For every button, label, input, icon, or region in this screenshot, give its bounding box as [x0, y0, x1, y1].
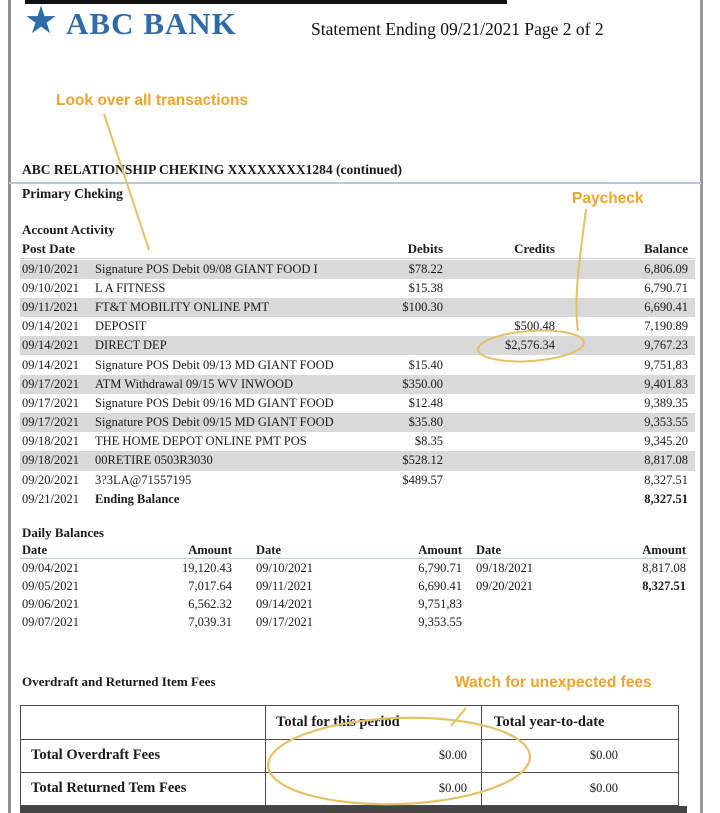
table-row-paycheck: 09/14/2021 DIRECT DEP $2,576.34 9,767.23: [20, 336, 695, 355]
db-amount-header: Amount: [188, 543, 232, 557]
table-row: 09/20/2021 3?3LA@71557195 $489.57 8,327.51: [22, 472, 688, 487]
table-row-ending-balance: 09/21/2021 Ending Balance 8,327.51: [22, 491, 688, 506]
bank-star-icon: ★: [24, 0, 59, 42]
header-debits: Debits: [407, 241, 443, 256]
table-row: 09/14/2021 Signature POS Debit 09/13 MD GIANT FOOD $15.40 9,751,83: [22, 357, 688, 372]
table-row: 09/17/2021 Signature POS Debit 09/15 MD GIANT FOOD $35.80 9,353.55: [20, 413, 695, 432]
annotation-watch-fees: Watch for unexpected fees: [455, 674, 652, 691]
activity-table: [20, 260, 695, 509]
daily-balance-row: 09/06/2021 6,562.32 09/14/2021 9,751,83: [22, 596, 462, 611]
header-balance: Balance: [643, 241, 688, 256]
daily-balance-row: 09/04/2021 19,120.43 09/10/2021 6,790.71 09/18/2021 8,817.08: [22, 560, 686, 575]
fees-ytd-header: Total year-to-date: [494, 714, 605, 730]
table-row: 09/18/2021 THE HOME DEPOT ONLINE PMT POS $8.35 9,345.20: [22, 434, 688, 449]
fees-period-header: Total for this period: [276, 714, 400, 730]
fees-section-title: Overdraft and Returned Item Fees: [22, 674, 216, 689]
page-bottom-bar: [20, 806, 687, 813]
table-row: 09/18/2021 00RETIRE 0503R3030 $528.12 8,817.08: [20, 451, 695, 470]
header-credits: Credits: [514, 241, 555, 256]
fees-header-row: [21, 706, 678, 740]
page-right-border: [700, 0, 703, 813]
daily-balances-header: [20, 543, 690, 558]
statement-title: Statement Ending 09/21/2021 Page 2 of 2: [311, 19, 604, 39]
table-row: 09/17/2021 Signature POS Debit 09/16 MD GIANT FOOD $12.48 9,389.35: [22, 395, 688, 410]
section-divider-line: [9, 182, 701, 184]
annotation-paycheck: Paycheck: [572, 190, 644, 207]
db-date-header: Date: [22, 543, 47, 557]
account-activity-title: Account Activity: [22, 222, 115, 237]
page-left-border: [8, 0, 11, 813]
daily-balance-row: 09/05/2021 7,017.64 09/11/2021 6,690.41 09/20/2021 8,327.51: [22, 578, 686, 593]
db-date-header: Date: [256, 543, 281, 557]
table-row: 09/10/2021 Signature POS Debit 09/08 GIANT FOOD I $78.22 6,806.09: [20, 260, 695, 279]
fees-table: [20, 705, 679, 806]
header-post-date: Post Date: [22, 241, 76, 256]
table-row: 09/11/2021 FT&T MOBILITY ONLINE PMT $100.30 6,690.41: [20, 298, 695, 317]
db-amount-header: Amount: [642, 543, 686, 557]
fees-row-returned-item: Total Returned Tem Fees $0.00 $0.00: [21, 773, 678, 806]
fees-row-overdraft: Total Overdraft Fees $0.00 $0.00: [21, 740, 678, 773]
daily-balance-row: 09/07/2021 7,039.31 09/17/2021 9,353.55: [22, 615, 462, 630]
annotation-look-over-transactions: Look over all transactions: [56, 92, 249, 109]
activity-header-row: [20, 241, 695, 257]
account-subheading: Primary Cheking: [22, 186, 123, 201]
table-row: 09/10/2021 L A FITNESS $15.38 6,790.71: [22, 280, 688, 295]
table-row: 09/17/2021 ATM Withdrawal 09/15 WV INWOOD $350.00 9,401.83: [20, 375, 695, 394]
daily-balances-title: Daily Balances: [22, 525, 104, 540]
top-edge-bar: [25, 0, 507, 4]
bank-name: ABC BANK: [66, 6, 237, 41]
db-amount-header: Amount: [418, 543, 462, 557]
table-row: 09/14/2021 DEPOSIT $500.48 7,190.89: [22, 319, 688, 334]
account-heading: ABC RELATIONSHIP CHEKING XXXXXXXX1284 (continued): [22, 162, 403, 177]
db-date-header: Date: [476, 543, 501, 557]
